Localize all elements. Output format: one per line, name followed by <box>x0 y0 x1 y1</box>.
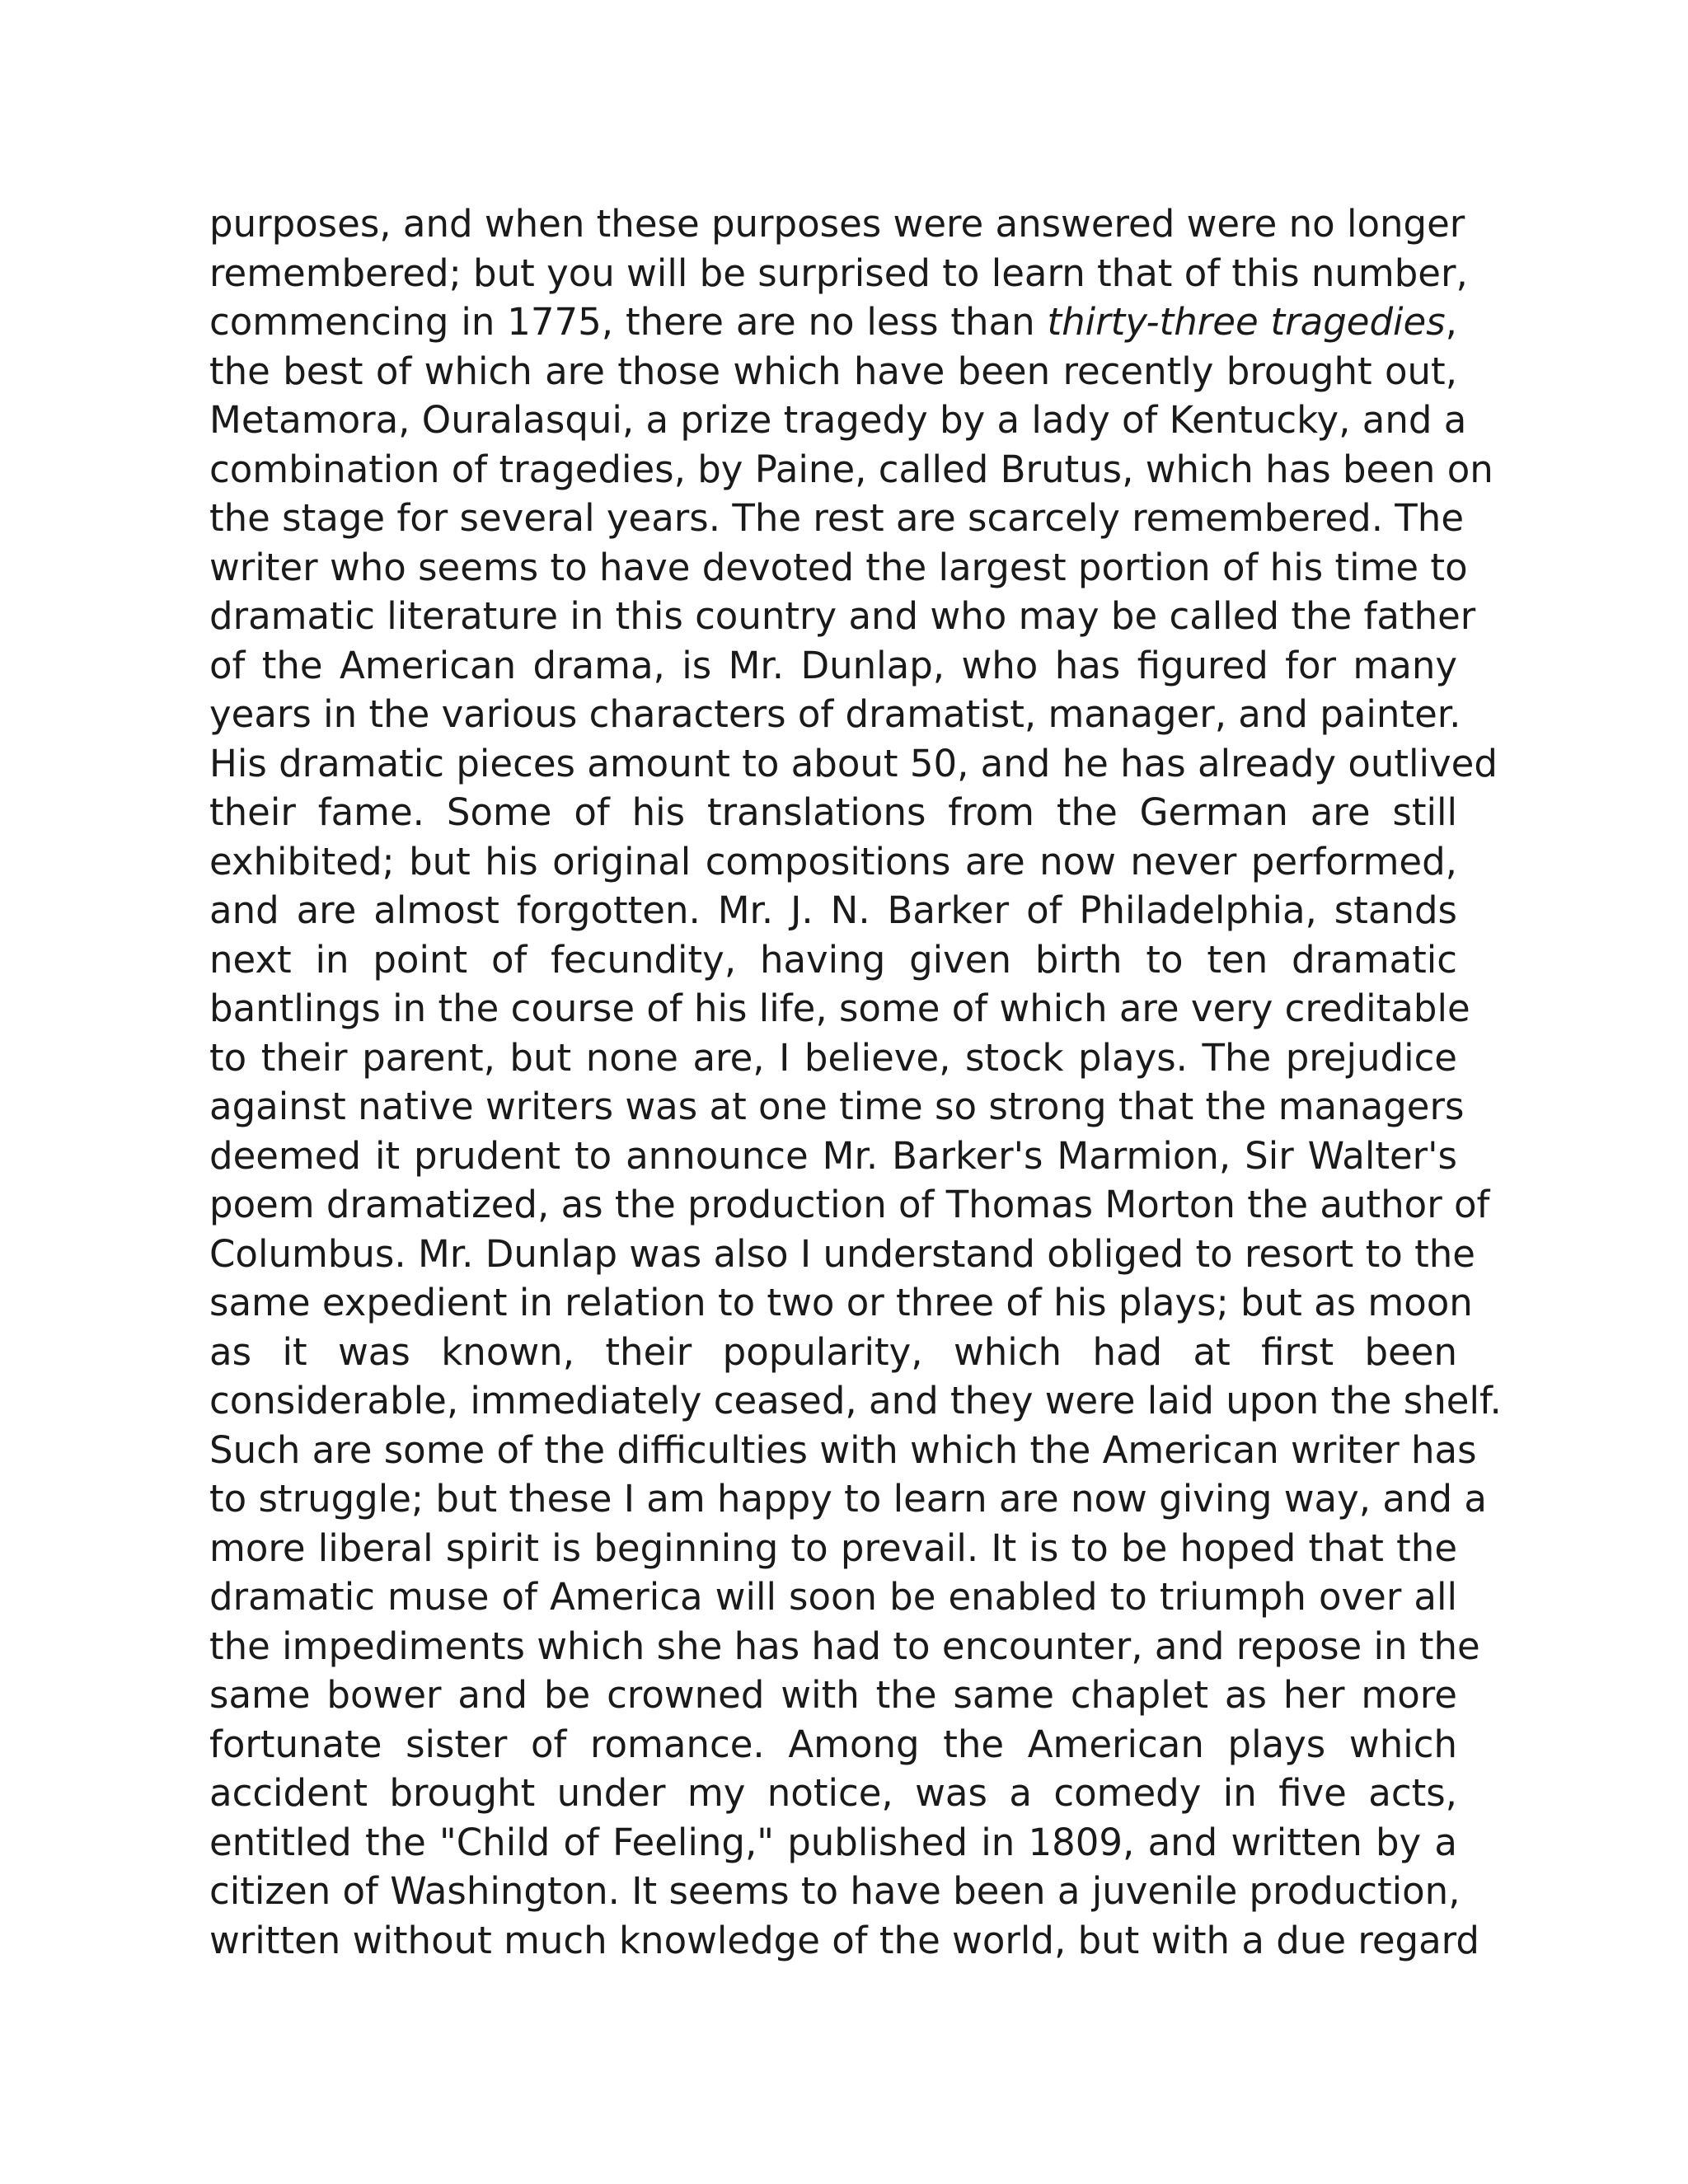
text-line <box>209 298 1457 347</box>
text-line: entitled the "Child of Feeling," published in 1809, and written by a <box>209 1820 1457 1864</box>
text-line: bantlings in the course of his life, some of which are very creditable <box>209 987 1470 1030</box>
text-line: accident brought under my notice, was a comedy in five acts, <box>209 1771 1457 1815</box>
text-line: written without much knowledge of the world, but with a due regard <box>209 1918 1479 1962</box>
text-line: to struggle; but these I am happy to learn are now giving way, and a <box>209 1477 1487 1521</box>
text-line: to their parent, but none are, I believe, stock plays. The prejudice <box>209 1035 1457 1080</box>
text-line: same expedient in relation to two or three of his plays; but as moon <box>209 1281 1473 1324</box>
text-line: dramatic muse of America will soon be enabled to triumph over all <box>209 1575 1457 1619</box>
text-line: exhibited; but his original compositions are now never performed, <box>209 839 1457 883</box>
text-line: years in the various characters of dramatist, manager, and painter. <box>209 692 1461 736</box>
text-line: and are almost forgotten. Mr. J. N. Barker of Philadelphia, stands <box>209 888 1457 932</box>
text-line: Such are some of the difficulties with which the American writer has <box>209 1427 1477 1472</box>
text-line: considerable, immediately ceased, and they were laid upon the shelf. <box>209 1379 1502 1422</box>
text-line: Columbus. Mr. Dunlap was also I understand obliged to resort to the <box>209 1231 1475 1276</box>
text-line: the best of which are those which have been recently brought out, <box>209 349 1457 393</box>
text-line: as it was known, their popularity, which had at first been <box>209 1329 1457 1374</box>
text-line: combination of tragedies, by Paine, called Brutus, which has been on <box>209 447 1493 491</box>
italic-text: thirty-three tragedies <box>1047 300 1446 344</box>
text-line: fortunate sister of romance. Among the American plays which <box>209 1722 1457 1766</box>
text-line: of the American drama, is Mr. Dunlap, who has figured for many <box>209 643 1457 687</box>
text-line: the impediments which she has had to encounter, and repose in the <box>209 1624 1480 1668</box>
text-line: purposes, and when these purposes were answered were no longer <box>209 202 1465 246</box>
text-line: the stage for several years. The rest are scarcely remembered. The <box>209 496 1465 540</box>
text-line: next in point of fecundity, having given birth to ten dramatic <box>209 937 1457 982</box>
text-line: writer who seems to have devoted the largest portion of his time to <box>209 545 1468 589</box>
text-line: poem dramatized, as the production of Thomas Morton the author of <box>209 1183 1490 1226</box>
text-line: deemed it prudent to announce Mr. Barker's Marmion, Sir Walter's <box>209 1133 1457 1178</box>
document-page <box>209 199 1502 1965</box>
text-line: remembered; but you will be surprised to learn that of this number, <box>209 251 1468 295</box>
text-line: more liberal spirit is beginning to prevail. It is to be hoped that the <box>209 1526 1457 1570</box>
text-segment: commencing in 1775, there are no less than <box>209 300 1048 344</box>
text-line: same bower and be crowned with the same chaplet as her more <box>209 1673 1457 1717</box>
text-line: Metamora, Ouralasqui, a prize tragedy by a lady of Kentucky, and a <box>209 398 1467 442</box>
text-line: dramatic literature in this country and who may be called the father <box>209 594 1476 638</box>
text-segment: , <box>1445 300 1457 344</box>
text-line: citizen of Washington. It seems to have been a juvenile production, <box>209 1869 1461 1913</box>
text-line: their fame. Some of his translations from the German are still <box>209 790 1457 834</box>
text-line: against native writers was at one time so strong that the managers <box>209 1085 1465 1128</box>
text-line: His dramatic pieces amount to about 50, and he has already outlived <box>209 741 1498 785</box>
